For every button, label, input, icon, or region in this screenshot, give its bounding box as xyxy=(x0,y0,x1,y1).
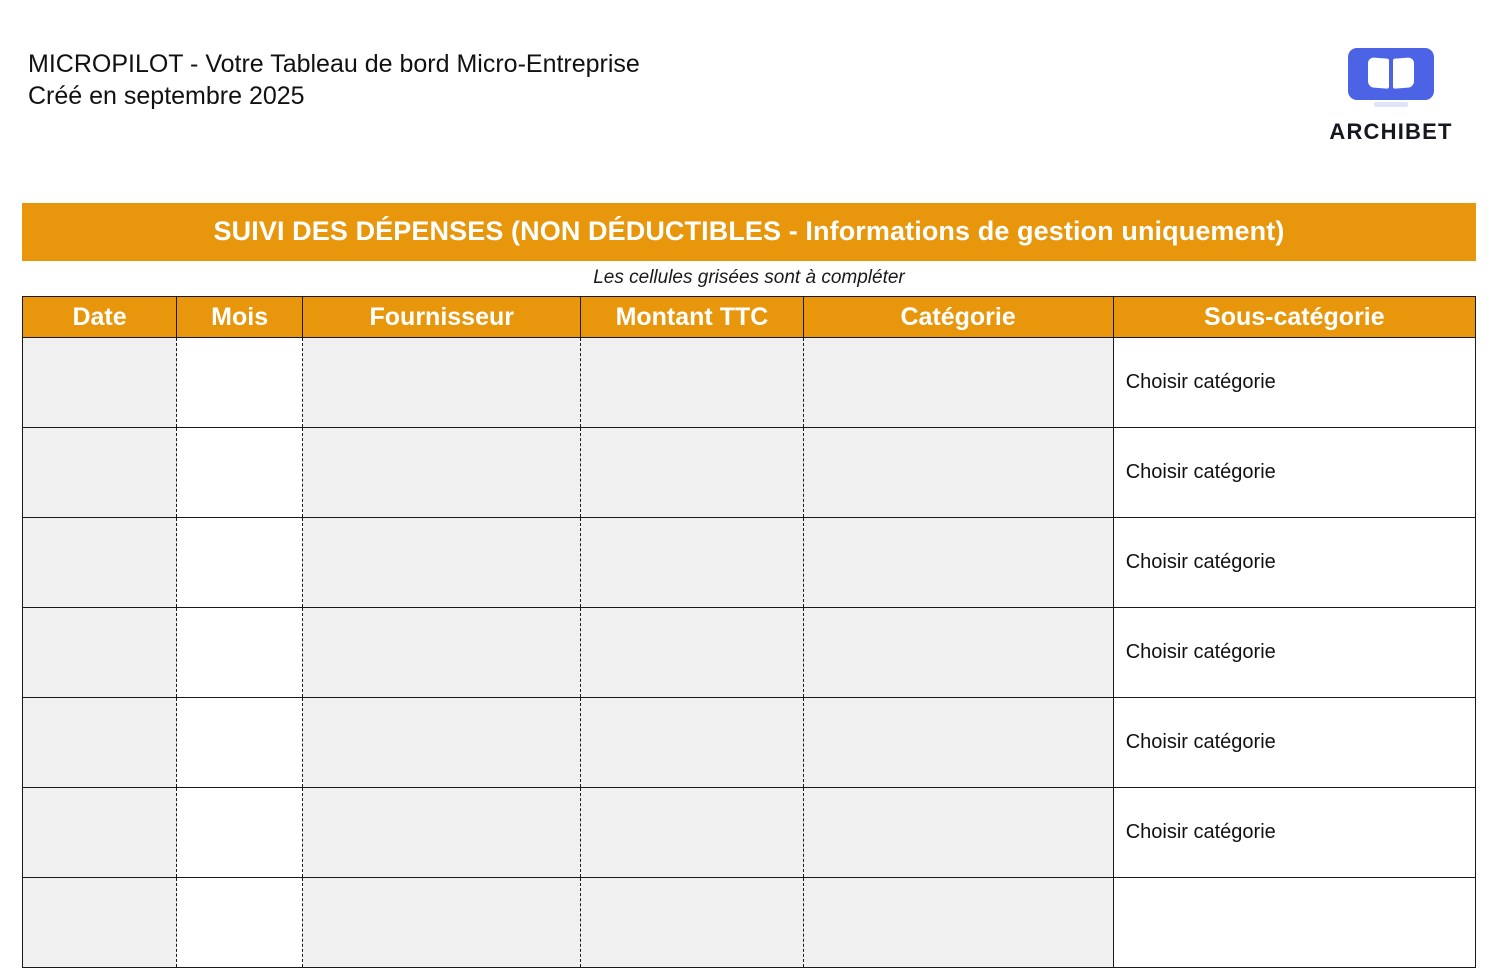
cell-categorie[interactable] xyxy=(803,338,1113,428)
table-row xyxy=(23,698,1476,788)
table-row xyxy=(23,338,1476,428)
book-spine xyxy=(1390,59,1393,89)
column-header-fournisseur: Fournisseur xyxy=(303,297,581,338)
column-header-categorie: Catégorie xyxy=(803,297,1113,338)
table-row xyxy=(23,428,1476,518)
table-row xyxy=(23,878,1476,968)
cell-fournisseur[interactable] xyxy=(303,338,581,428)
sheet-banner-title: SUIVI DES DÉPENSES (NON DÉDUCTIBLES - Informations de gestion uniquement) xyxy=(22,203,1476,261)
table-row xyxy=(23,788,1476,878)
open-book-on-monitor-icon xyxy=(1345,48,1437,110)
cell-fournisseur[interactable] xyxy=(303,788,581,878)
document-title-line-2: Créé en septembre 2025 xyxy=(28,82,305,110)
cell-sous-categorie[interactable]: Choisir catégorie xyxy=(1113,608,1475,698)
cell-categorie[interactable] xyxy=(803,428,1113,518)
cell-categorie[interactable] xyxy=(803,518,1113,608)
cell-montant-ttc[interactable] xyxy=(581,428,803,518)
document-header xyxy=(0,0,1500,145)
cell-montant-ttc[interactable] xyxy=(581,788,803,878)
cell-sous-categorie[interactable]: Choisir catégorie xyxy=(1113,518,1475,608)
cell-sous-categorie[interactable]: Choisir catégorie xyxy=(1113,788,1475,878)
column-header-mois: Mois xyxy=(177,297,303,338)
book-icon xyxy=(1368,58,1414,90)
table-row xyxy=(23,518,1476,608)
cell-mois[interactable] xyxy=(177,518,303,608)
cell-categorie[interactable] xyxy=(803,608,1113,698)
table-body xyxy=(23,338,1476,968)
cell-fournisseur[interactable] xyxy=(303,698,581,788)
title-block xyxy=(28,48,640,112)
cell-mois[interactable] xyxy=(177,428,303,518)
brand-logo xyxy=(1316,48,1466,145)
cell-date[interactable] xyxy=(23,608,177,698)
cell-fournisseur[interactable] xyxy=(303,608,581,698)
cell-mois[interactable] xyxy=(177,788,303,878)
brand-name: ARCHIBET xyxy=(1329,119,1453,144)
monitor-screen-icon xyxy=(1348,48,1434,100)
book-page-left xyxy=(1368,57,1389,88)
cell-date[interactable] xyxy=(23,518,177,608)
cell-sous-categorie[interactable]: Choisir catégorie xyxy=(1113,428,1475,518)
cell-montant-ttc[interactable] xyxy=(581,878,803,968)
cell-sous-categorie[interactable]: Choisir catégorie xyxy=(1113,338,1475,428)
cell-date[interactable] xyxy=(23,698,177,788)
column-header-sous-categorie: Sous-catégorie xyxy=(1113,297,1475,338)
expense-sheet xyxy=(0,203,1500,968)
book-page-right xyxy=(1393,57,1414,88)
cell-fournisseur[interactable] xyxy=(303,878,581,968)
cell-fournisseur[interactable] xyxy=(303,518,581,608)
sheet-subnote: Les cellules grisées sont à compléter xyxy=(593,267,905,288)
cell-mois[interactable] xyxy=(177,698,303,788)
cell-montant-ttc[interactable] xyxy=(581,338,803,428)
cell-mois[interactable] xyxy=(177,608,303,698)
cell-montant-ttc[interactable] xyxy=(581,608,803,698)
cell-fournisseur[interactable] xyxy=(303,428,581,518)
expenses-table xyxy=(22,296,1476,968)
cell-categorie[interactable] xyxy=(803,698,1113,788)
table-header-row xyxy=(23,297,1476,338)
cell-categorie[interactable] xyxy=(803,788,1113,878)
cell-mois[interactable] xyxy=(177,338,303,428)
cell-date[interactable] xyxy=(23,878,177,968)
cell-date[interactable] xyxy=(23,338,177,428)
cell-montant-ttc[interactable] xyxy=(581,518,803,608)
cell-categorie[interactable] xyxy=(803,878,1113,968)
cell-montant-ttc[interactable] xyxy=(581,698,803,788)
cell-date[interactable] xyxy=(23,788,177,878)
cell-sous-categorie[interactable]: Choisir catégorie xyxy=(1113,698,1475,788)
column-header-montant-ttc: Montant TTC xyxy=(581,297,803,338)
monitor-stand-icon xyxy=(1374,102,1408,107)
column-header-date: Date xyxy=(23,297,177,338)
cell-date[interactable] xyxy=(23,428,177,518)
cell-mois[interactable] xyxy=(177,878,303,968)
document-title-line-1: MICROPILOT - Votre Tableau de bord Micro-Entreprise xyxy=(28,50,640,78)
cell-sous-categorie[interactable] xyxy=(1113,878,1475,968)
table-row xyxy=(23,608,1476,698)
